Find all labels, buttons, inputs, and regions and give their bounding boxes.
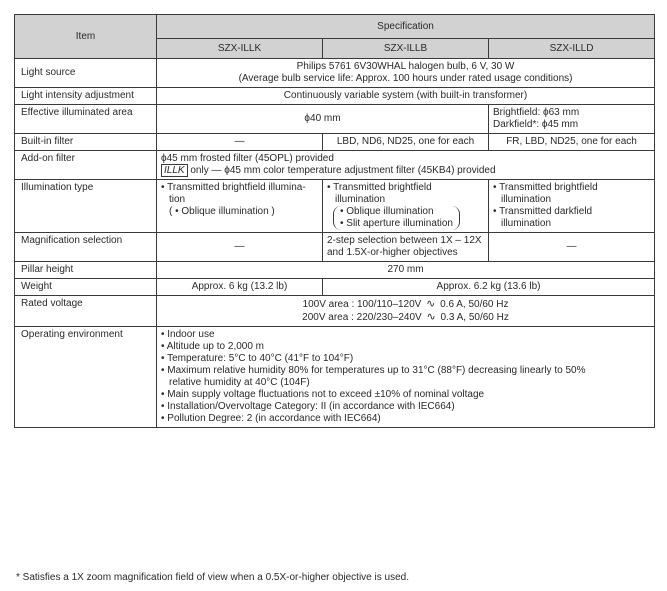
model-header-illk: SZX-ILLK [157, 39, 323, 59]
voltage-value [157, 296, 655, 327]
voltage-line2-b: 0.3 A, 50/60 Hz [440, 312, 509, 323]
illum-type-k-line3: ( • Oblique illumination ) [169, 206, 275, 217]
row-label-magnification: Magnification selection [15, 233, 157, 262]
environment-item: • Altitude up to 2,000 m [161, 341, 265, 352]
illum-type-k [157, 180, 323, 233]
table-row [15, 88, 655, 105]
table-row [15, 262, 655, 279]
row-label-pillar: Pillar height [15, 262, 157, 279]
illum-type-k-line1: • Transmitted brightfield illumina- [161, 182, 306, 193]
magnification-d: — [489, 233, 655, 262]
illum-area-d [489, 105, 655, 134]
magnification-k: — [157, 233, 323, 262]
illum-type-b [323, 180, 489, 233]
environment-item: • Main supply voltage fluctuations not to exceed ±10% of nominal voltage [161, 389, 485, 400]
addon-filter-line1: ϕ45 mm frosted filter (45OPL) provided [161, 153, 334, 164]
row-label-builtin-filter: Built-in filter [15, 134, 157, 151]
light-source-value [157, 59, 655, 88]
table-row [15, 105, 655, 134]
magnification-b-line1: 2-step selection between 1X – 12X [327, 235, 482, 246]
illum-area-d-line2: Darkfield*: ϕ45 mm [493, 119, 579, 130]
addon-filter-line2 [161, 165, 650, 177]
row-label-illum-type: Illumination type [15, 180, 157, 233]
illum-type-k-line2: tion [169, 194, 186, 205]
ac-wave-icon: ∿ [426, 311, 436, 323]
illum-type-d [489, 180, 655, 233]
table-row [15, 134, 655, 151]
row-label-weight: Weight [15, 279, 157, 296]
illum-type-b-line2: illumination [335, 194, 386, 205]
illum-type-d-line3: • Transmitted darkfield [493, 206, 593, 217]
specification-header: Specification [157, 15, 655, 39]
table-row [15, 59, 655, 88]
environment-item: • Installation/Overvoltage Category: II (in accordance with IEC664) [161, 401, 455, 412]
row-label-voltage: Rated voltage [15, 296, 157, 327]
voltage-line2-a: 200V area : 220/230–240V [302, 312, 422, 323]
illum-type-b-line4: • Slit aperture illumination [340, 218, 453, 229]
environment-item: • Pollution Degree: 2 (in accordance with IEC664) [161, 413, 381, 424]
model-header-illd: SZX-ILLD [489, 39, 655, 59]
environment-item: • Indoor use [161, 329, 215, 340]
illum-type-d-line1: • Transmitted brightfield [493, 182, 598, 193]
row-label-illum-area: Effective illuminated area [15, 105, 157, 134]
magnification-b-line2: and 1.5X-or-higher objectives [327, 247, 458, 258]
environment-item: relative humidity at 40°C (104F) [169, 377, 310, 388]
illum-type-b-paren-group [333, 206, 460, 230]
model-header-illb: SZX-ILLB [323, 39, 489, 59]
table-row [15, 279, 655, 296]
table-row [15, 180, 655, 233]
environment-value [157, 327, 655, 428]
voltage-line1-a: 100V area : 100/110–120V [302, 299, 422, 310]
builtin-filter-k: — [157, 134, 323, 151]
light-source-line2: (Average bulb service life: Approx. 100 hours under rated usage conditions) [238, 73, 573, 84]
builtin-filter-b: LBD, ND6, ND25, one for each [323, 134, 489, 151]
illum-type-d-line4: illumination [501, 218, 552, 229]
voltage-line1 [161, 298, 650, 311]
row-label-light-source: Light source [15, 59, 157, 88]
weight-bd: Approx. 6.2 kg (13.6 lb) [323, 279, 655, 296]
illum-type-b-line3: • Oblique illumination [340, 206, 434, 217]
specification-table [14, 14, 655, 428]
environment-item: • Maximum relative humidity 80% for temperatures up to 31°C (88°F) decreasing linearly to 50% [161, 365, 586, 376]
illum-type-d-line2: illumination [501, 194, 552, 205]
row-label-addon-filter: Add-on filter [15, 151, 157, 180]
voltage-line2 [161, 311, 650, 324]
pillar-value: 270 mm [157, 262, 655, 279]
ac-wave-icon: ∿ [426, 298, 436, 310]
footnote: * Satisfies a 1X zoom magnification field of view when a 0.5X-or-higher objective is used. [16, 572, 409, 583]
light-source-line1: Philips 5761 6V30WHAL halogen bulb, 6 V, 30 W [296, 61, 515, 72]
magnification-b [323, 233, 489, 262]
illum-area-kb: ϕ40 mm [157, 105, 489, 134]
table-row [15, 151, 655, 180]
addon-filter-line2-text: only — ϕ45 mm color temperature adjustment filter (45KB4) provided [190, 165, 496, 176]
intensity-value: Continuously variable system (with built-in transformer) [157, 88, 655, 105]
illum-area-d-line1: Brightfield: ϕ63 mm [493, 107, 580, 118]
addon-filter-value [157, 151, 655, 180]
environment-item: • Temperature: 5°C to 40°C (41°F to 104°F) [161, 353, 354, 364]
weight-k: Approx. 6 kg (13.2 lb) [157, 279, 323, 296]
illum-type-b-line1: • Transmitted brightfield [327, 182, 432, 193]
table-row [15, 233, 655, 262]
builtin-filter-d: FR, LBD, ND25, one for each [489, 134, 655, 151]
row-label-intensity: Light intensity adjustment [15, 88, 157, 105]
row-label-environment: Operating environment [15, 327, 157, 428]
table-row [15, 327, 655, 428]
table-row [15, 296, 655, 327]
voltage-line1-b: 0.6 A, 50/60 Hz [440, 299, 509, 310]
illk-box-label: ILLK [161, 164, 188, 177]
item-header: Item [15, 15, 157, 59]
